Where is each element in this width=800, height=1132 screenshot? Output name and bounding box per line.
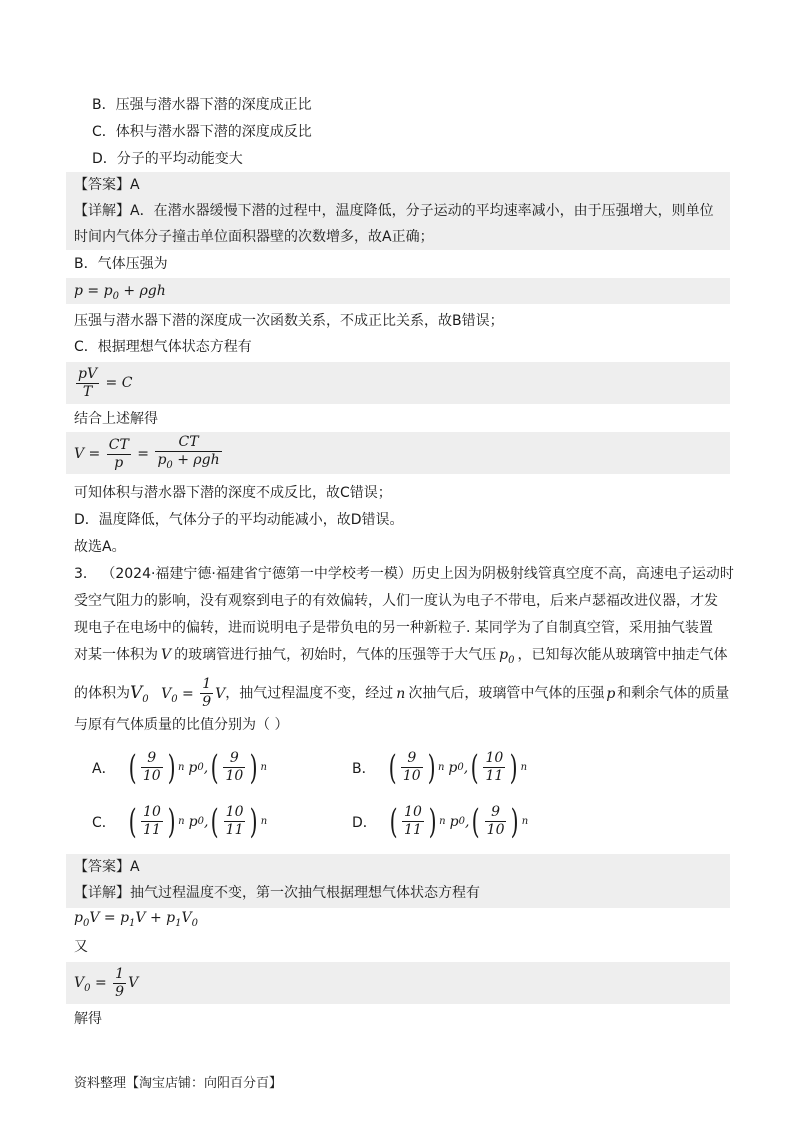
explain-line: 【详解】A．在潜水器缓慢下潜的过程中，温度降低，分子运动的平均速率减小，由于压强增大，则单位 [74,203,714,219]
option-label: D． [352,814,377,831]
explain-final: 故选A。 [74,539,126,555]
page-footer: 资料整理【淘宝店铺：向阳百分百】 [74,1076,283,1091]
explain-jiede: 解得 [74,1011,102,1027]
option-b-prev: B．压强与潜水器下潜的深度成正比 [92,97,312,113]
explain-you: 又 [74,939,88,955]
formula-shade [66,962,730,1004]
explain-c-mid: 结合上述解得 [74,411,158,427]
answer-shade [66,854,730,880]
explain-b-conclusion: 压强与潜水器下潜的深度成一次函数关系，不成正比关系，故B错误； [74,313,504,329]
explain-c-head: C．根据理想气体状态方程有 [74,339,252,355]
question-line: 的体积为$V_0$ $V_0$ = $\frac{1}{9}$ V，抽气过程温度不变，经过 n 次抽气后，玻璃管中气体的压强 p 和剩余气体的质量 [74,676,730,710]
option-a[interactable]: A． ( $\frac{9}{10}$ ) n p 0 , ( $\frac{9}{10}$ ) n [92,747,267,788]
question-line: 受空气阻力的影响，没有观察到电子的有效偏转，人们一度认为电子不带电，后来卢瑟福改进仪器，才发 [74,593,718,609]
formula-shade [66,362,730,404]
formula-v0: $V_0$ = $\frac{1}{9}$ V [74,965,139,1000]
option-d[interactable]: D． ( $\frac{10}{11}$ ) n p 0 , ( $\frac{9}{10}$ ) n [352,801,529,842]
option-d-prev: D．分子的平均动能变大 [92,151,243,167]
answer-label: 【答案】A [74,859,140,875]
question-line: 与原有气体质量的比值分别为（ ） [74,717,289,733]
answer-label: 【答案】A [74,177,140,193]
explain-line: 【详解】抽气过程温度不变，第一次抽气根据理想气体状态方程有 [74,885,480,901]
question-line: 现电子在电场中的偏转，进而说明电子是带负电的另一种新粒子. 某同学为了自制真空管，采用抽气装置 [74,620,713,636]
option-label: A． [92,760,116,777]
explain-d-line: D．温度降低，气体分子的平均动能减小，故D错误。 [74,512,404,528]
question-line: 3． （2024·福建宁德·福建省宁德第一中学校考一模）历史上因为阴极射线管真空度不高，高速电子运动时 [74,566,734,582]
answer-shade [66,172,730,198]
question-line: 对某一体积为 V 的玻璃管进行抽气，初始时，气体的压强等于大气压 $p_0$ ，已知每次能从玻璃管中抽走气体 [74,647,728,666]
option-label: B． [352,760,376,777]
formula-pressure: $p = p_0 + \rho gh$ [74,283,166,302]
option-b[interactable]: B． ( $\frac{9}{10}$ ) n p 0 , ( $\frac{10}{11}$ ) n [352,747,528,788]
option-c-prev: C．体积与潜水器下潜的深度成反比 [92,124,312,140]
explain-line: 时间内气体分子撞击单位面积器壁的次数增多，故A正确； [74,229,434,245]
option-c[interactable]: C． ( $\frac{10}{11}$ ) n p 0 , ( $\frac{10}{11}$ ) n [92,801,268,842]
formula-state-equation: $\frac{pV}{T}$ = C [78,365,133,400]
explain-b-head: B．气体压强为 [74,256,168,272]
formula-first-pump: $p_0V = p_1V + p_1V_0$ [74,910,198,929]
option-label: C． [92,814,116,831]
formula-volume: V = $\frac{CT}{p}$ = $\frac{CT}{p_0 + \rho gh}$ [74,434,220,471]
explain-c-conclusion: 可知体积与潜水器下潜的深度不成反比，故C错误； [74,485,392,501]
